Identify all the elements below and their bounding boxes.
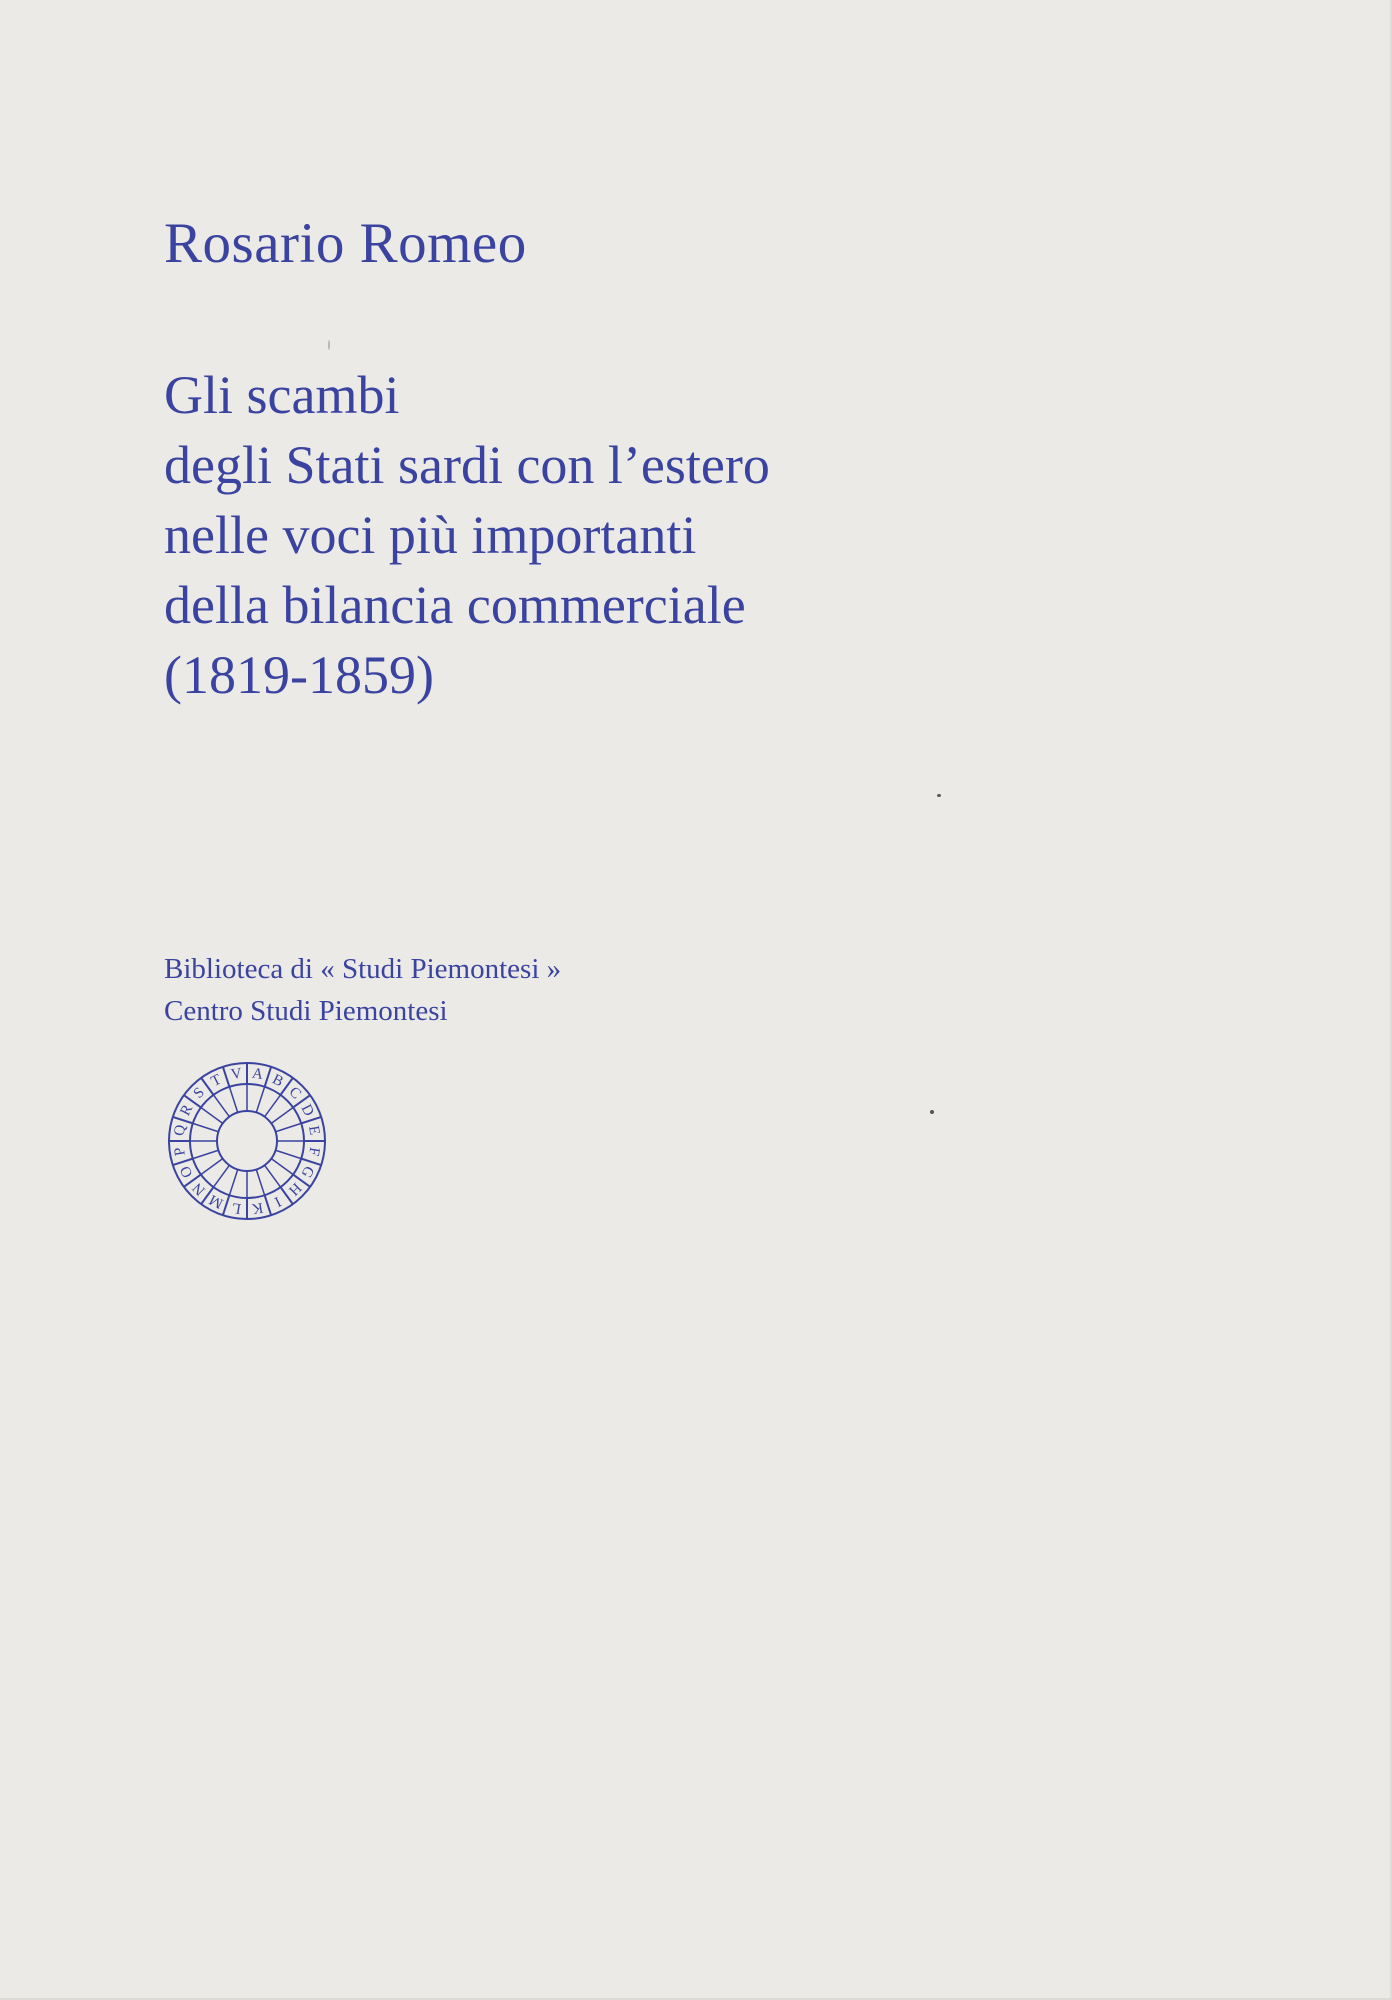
emblem-letter: V: [229, 1065, 244, 1084]
emblem-band-divider: [223, 1067, 229, 1087]
emblem-letter: Q: [171, 1123, 190, 1138]
emblem-spoke: [276, 1150, 302, 1158]
emblem-letter: K: [250, 1198, 265, 1217]
emblem-spoke: [271, 1107, 293, 1123]
emblem-spoke: [229, 1170, 237, 1196]
emblem-spoke: [193, 1123, 219, 1131]
emblem-band-divider: [265, 1195, 271, 1215]
emblem-letter: N: [189, 1179, 209, 1199]
paper-speck: [328, 340, 330, 350]
emblem-letter: E: [305, 1124, 323, 1137]
emblem-spoke: [271, 1159, 293, 1175]
emblem-letter: L: [230, 1199, 243, 1217]
emblem-spoke: [265, 1165, 281, 1187]
publisher-name: Centro Studi Piemontesi: [164, 995, 448, 1027]
emblem-spoke: [213, 1095, 229, 1117]
emblem-letter: C: [285, 1084, 304, 1103]
title-line: Gli scambi: [164, 365, 400, 425]
emblem-letter: F: [305, 1146, 323, 1157]
author-name: Rosario Romeo: [164, 212, 527, 275]
emblem-letter: T: [208, 1071, 225, 1091]
emblem-letter: P: [171, 1146, 189, 1157]
emblem-spoke: [201, 1107, 223, 1123]
emblem-letter: O: [177, 1163, 197, 1181]
title-line: nelle voci più importanti: [164, 505, 697, 565]
emblem-spoke: [229, 1087, 237, 1113]
emblem-spoke: [201, 1159, 223, 1175]
paper-speck: [937, 794, 941, 797]
emblem-spoke: [256, 1170, 264, 1196]
emblem-spoke: [213, 1165, 229, 1187]
book-title: [164, 360, 770, 710]
emblem-letter: A: [250, 1065, 265, 1084]
emblem-letter: G: [297, 1163, 317, 1181]
emblem-spoke: [256, 1087, 264, 1113]
emblem-letter: H: [285, 1179, 305, 1199]
emblem-letter: R: [177, 1102, 197, 1119]
title-dates: (1819-1859): [164, 645, 434, 705]
emblem-letter: S: [190, 1084, 208, 1102]
title-line: della bilancia commerciale: [164, 575, 746, 635]
emblem-spoke: [193, 1150, 219, 1158]
emblem-spoke: [276, 1123, 302, 1131]
emblem-letter: M: [206, 1190, 226, 1212]
title-line: degli Stati sardi con l’estero: [164, 435, 770, 495]
emblem-letter: D: [297, 1101, 317, 1119]
emblem-spoke: [265, 1095, 281, 1117]
paper-speck: [930, 1110, 934, 1114]
series-block: [164, 948, 561, 1032]
emblem-letter: I: [271, 1192, 284, 1210]
emblem-letter: B: [269, 1071, 286, 1091]
publisher-letter-wheel-icon: [166, 1060, 328, 1222]
series-name: Biblioteca di « Studi Piemontesi »: [164, 953, 562, 985]
